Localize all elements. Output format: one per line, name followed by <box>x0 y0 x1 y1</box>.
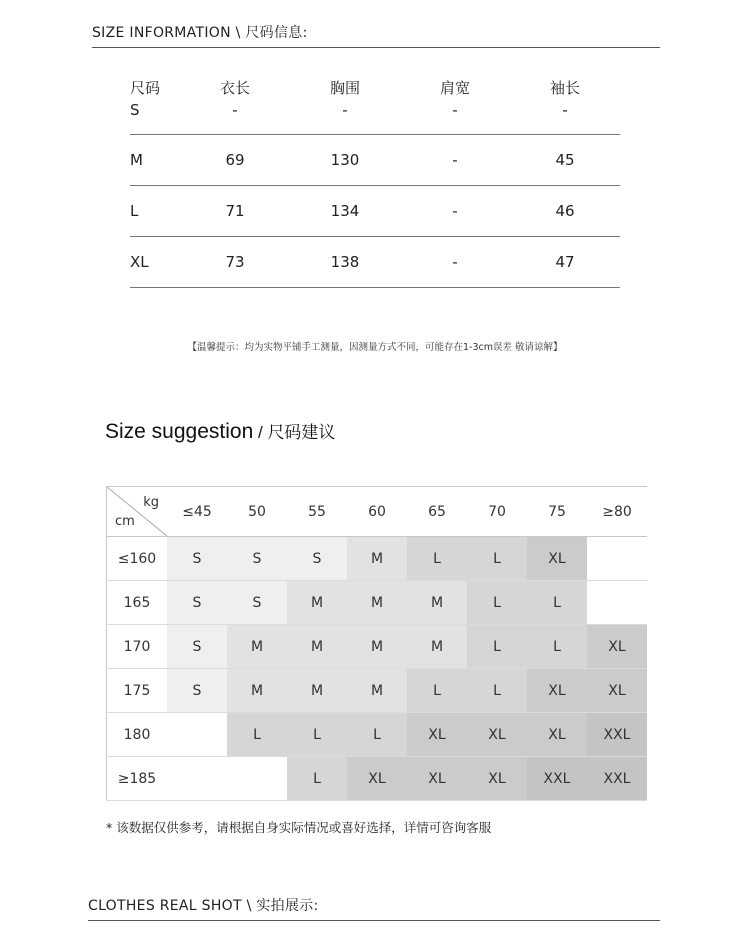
size-cell: M <box>407 581 467 625</box>
size-cell <box>167 713 227 757</box>
weight-header: 50 <box>227 487 287 537</box>
grid-corner <box>107 487 168 537</box>
size-cell: M <box>287 581 347 625</box>
size-cell: S <box>287 537 347 581</box>
weight-header: 60 <box>347 487 407 537</box>
size-cell: S <box>227 581 287 625</box>
size-info-cell: 69 <box>180 135 290 186</box>
size-cell <box>167 757 227 801</box>
grid-row <box>107 713 648 757</box>
suggestion-footnote: * 该数据仅供参考，请根据自身实际情况或喜好选择，详情可咨询客服 <box>106 820 492 835</box>
size-cell: M <box>347 669 407 713</box>
grid-row <box>107 757 648 801</box>
height-header: 175 <box>107 669 168 713</box>
height-header: 180 <box>107 713 168 757</box>
size-cell: XL <box>407 713 467 757</box>
size-info-cell: 46 <box>510 186 620 237</box>
grid-header-row <box>107 487 648 537</box>
size-info-row <box>130 101 620 135</box>
size-cell: M <box>407 625 467 669</box>
size-info-cell: 73 <box>180 237 290 288</box>
corner-cm-label: cm <box>115 514 135 529</box>
size-cell <box>587 537 647 581</box>
size-info-table <box>130 74 620 288</box>
height-header: 165 <box>107 581 168 625</box>
size-cell: XL <box>407 757 467 801</box>
size-cell: L <box>527 581 587 625</box>
size-info-row <box>130 186 620 237</box>
size-cell: M <box>347 537 407 581</box>
measurement-note: 【温馨提示：均为实物平铺手工测量，因测量方式不同，可能存在1-3cm误差 敬请谅解】 <box>187 342 563 353</box>
height-header: ≥185 <box>107 757 168 801</box>
size-info-cell: - <box>510 101 620 135</box>
size-info-cell: XL <box>130 237 180 288</box>
size-info-header-row <box>130 74 620 101</box>
size-info-cell: M <box>130 135 180 186</box>
weight-header: ≤45 <box>167 487 227 537</box>
size-cell: L <box>467 625 527 669</box>
height-header: 170 <box>107 625 168 669</box>
size-cell: L <box>347 713 407 757</box>
size-cell: L <box>527 625 587 669</box>
size-cell: XXL <box>587 713 647 757</box>
size-suggestion-title <box>105 418 335 444</box>
size-cell: L <box>467 669 527 713</box>
size-info-cell: - <box>400 135 510 186</box>
size-info-row <box>130 237 620 288</box>
size-info-cell: 138 <box>290 237 400 288</box>
size-info-cell: - <box>400 101 510 135</box>
size-cell: S <box>167 625 227 669</box>
size-info-heading: SIZE INFORMATION \ 尺码信息: <box>92 22 660 48</box>
size-cell <box>587 581 647 625</box>
col-header: 肩宽 <box>439 79 470 97</box>
size-cell: M <box>227 669 287 713</box>
size-info-cell: S <box>130 101 180 135</box>
size-cell: L <box>467 537 527 581</box>
size-cell: L <box>287 713 347 757</box>
weight-header: 75 <box>527 487 587 537</box>
size-info-cell: - <box>400 237 510 288</box>
size-cell: L <box>287 757 347 801</box>
size-info-cell: 130 <box>290 135 400 186</box>
size-info-cell: - <box>400 186 510 237</box>
size-info-cell: 71 <box>180 186 290 237</box>
size-cell: XL <box>587 625 647 669</box>
size-info-row <box>130 135 620 186</box>
height-header: ≤160 <box>107 537 168 581</box>
col-header: 胸围 <box>329 79 360 97</box>
title-sep: / <box>253 423 268 442</box>
grid-row <box>107 669 648 713</box>
weight-header: 55 <box>287 487 347 537</box>
col-header: 袖长 <box>549 79 580 97</box>
real-shot-heading: CLOTHES REAL SHOT \ 实拍展示: <box>88 895 660 921</box>
size-cell: S <box>167 669 227 713</box>
size-cell: M <box>347 625 407 669</box>
weight-header: ≥80 <box>587 487 647 537</box>
size-info-cell: - <box>180 101 290 135</box>
grid-row <box>107 581 648 625</box>
size-cell: S <box>227 537 287 581</box>
size-info-cell: 47 <box>510 237 620 288</box>
size-cell: S <box>167 581 227 625</box>
corner-kg-label: kg <box>143 495 159 510</box>
col-header: 衣长 <box>219 79 250 97</box>
size-cell: L <box>407 537 467 581</box>
size-cell: XL <box>467 757 527 801</box>
size-cell: M <box>287 669 347 713</box>
size-cell: XL <box>467 713 527 757</box>
size-cell: M <box>287 625 347 669</box>
col-header: 尺码 <box>130 79 161 97</box>
size-cell: XL <box>527 713 587 757</box>
weight-header: 65 <box>407 487 467 537</box>
title-cn: 尺码建议 <box>267 423 336 442</box>
size-cell: XXL <box>527 757 587 801</box>
weight-header: 70 <box>467 487 527 537</box>
size-cell: M <box>347 581 407 625</box>
size-cell: XXL <box>587 757 647 801</box>
size-cell: M <box>227 625 287 669</box>
size-info-cell: - <box>290 101 400 135</box>
size-info-cell: 45 <box>510 135 620 186</box>
title-en: Size suggestion <box>105 420 254 443</box>
grid-row <box>107 625 648 669</box>
size-cell: XL <box>347 757 407 801</box>
size-cell: L <box>227 713 287 757</box>
size-info-cell: 134 <box>290 186 400 237</box>
grid-row <box>107 537 648 581</box>
size-cell: L <box>467 581 527 625</box>
size-cell: XL <box>587 669 647 713</box>
size-cell: S <box>167 537 227 581</box>
size-suggestion-grid <box>106 486 647 801</box>
size-cell <box>227 757 287 801</box>
size-cell: L <box>407 669 467 713</box>
size-cell: XL <box>527 537 587 581</box>
size-cell: XL <box>527 669 587 713</box>
size-info-cell: L <box>130 186 180 237</box>
